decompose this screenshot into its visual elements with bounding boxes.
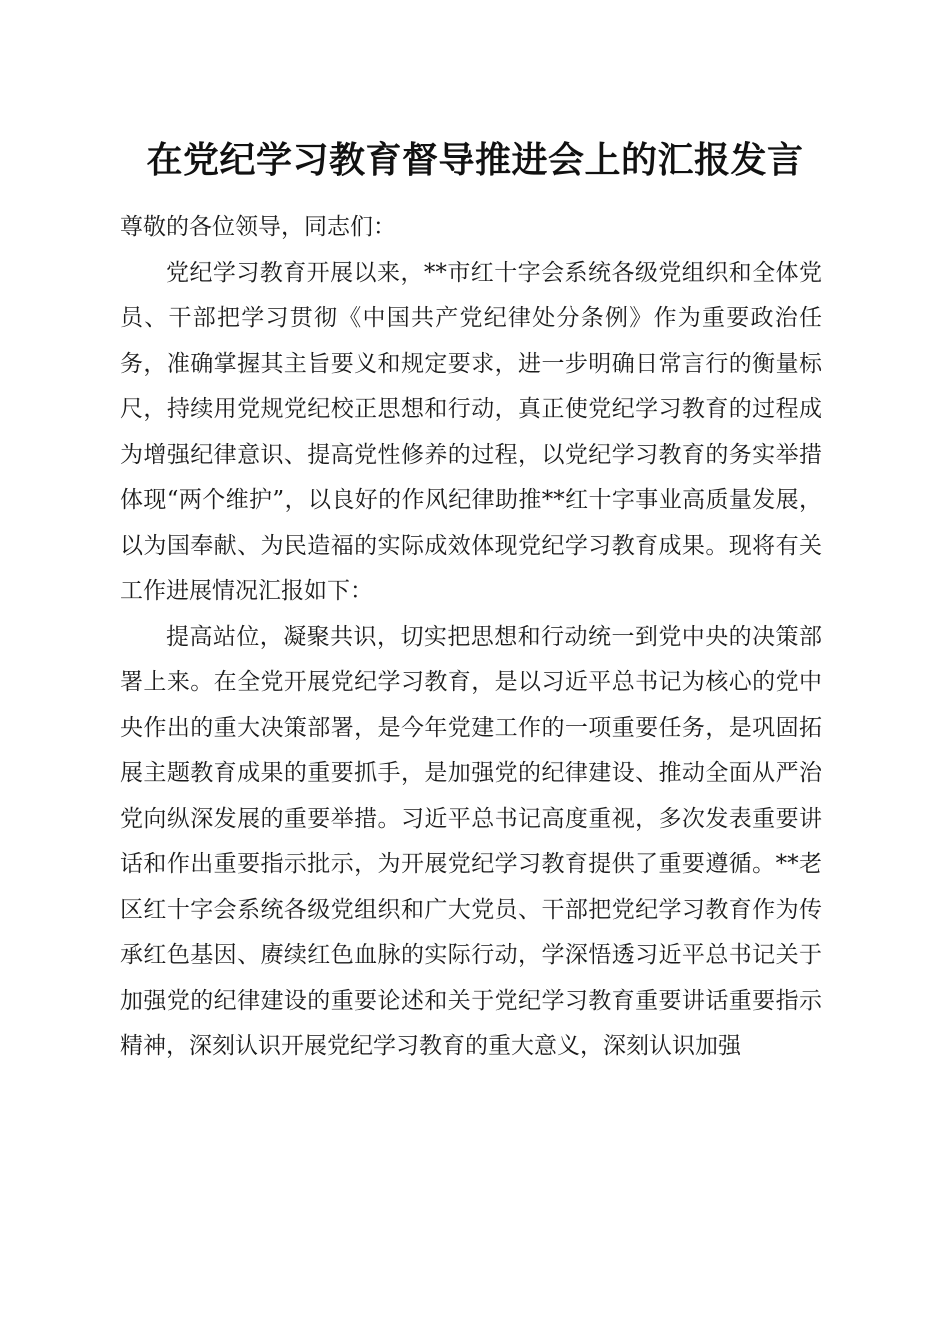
paragraph-1: 党纪学习教育开展以来，**市红十字会系统各级党组织和全体党员、干部把学习贯彻《中国共产党纪律处分条例》作为重要政治任务，准确掌握其主旨要义和规定要求，进一步明确日常言行的衡量标尺，持续用党规党纪校正思想和行动，真正使党纪学习教育的过程成为增强纪律意识、提高党性修养的过程，以党纪学习教育的务实举措体现“两个维护”，以良好的作风纪律助推**红十字事业高质量发展，以为国奉献、为民造福的实际成效体现党纪学习教育成果。现将有关工作进展情况汇报如下： — [120, 259, 822, 604]
salutation: 尊敬的各位领导，同志们： — [120, 214, 396, 240]
paragraph-2: 提高站位，凝聚共识，切实把思想和行动统一到党中央的决策部署上来。在全党开展党纪学习教育，是以习近平总书记为核心的党中央作出的重大决策部署，是今年党建工作的一项重要任务，是巩固拓展主题教育成果的重要抓手，是加强党的纪律建设、推动全面从严治党向纵深发展的重要举措。习近平总书记高度重视，多次发表重要讲话和作出重要指示批示，为开展党纪学习教育提供了重要遵循。**老区红十字会系统各级党组织和广大党员、干部把党纪学习教育作为传承红色基因、赓续红色血脉的实际行动，学深悟透习近平总书记关于加强党的纪律建设的重要论述和关于党纪学习教育重要讲话重要指示精神，深刻认识开展党纪学习教育的重大意义，深刻认识加强 — [120, 623, 822, 1059]
document-body — [120, 205, 822, 1070]
document-title: 在党纪学习教育督导推进会上的汇报发言 — [146, 139, 804, 181]
